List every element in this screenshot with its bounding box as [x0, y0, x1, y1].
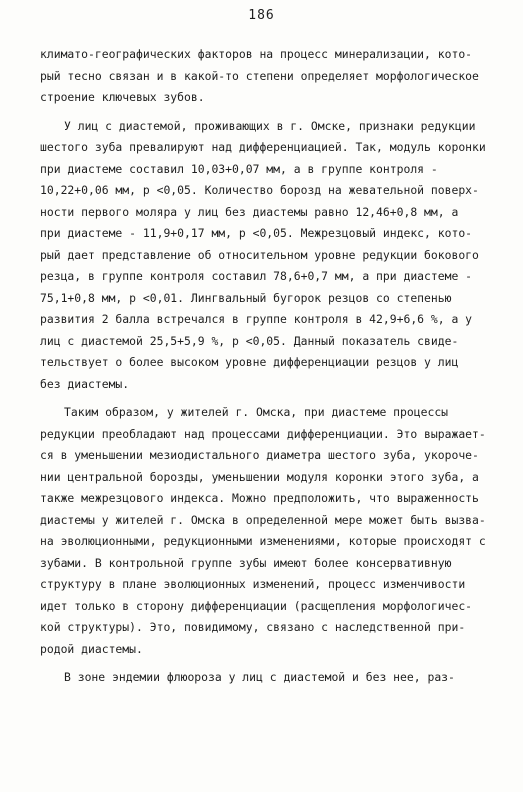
text-line: структуру в плане эволюционных изменений, процесс изменчивости [40, 577, 466, 591]
text-line: шестого зуба превалируют над дифференциацией. Так, модуль коронки [40, 140, 486, 154]
paragraph-gap [40, 395, 510, 402]
text-line: идет только в сторону дифференциации (расщепления морфологичес- [40, 598, 473, 613]
text-line: нии центральной борозды, уменьшении модуля коронки этого зуба, а [40, 469, 479, 484]
text-line: кой структуры). Это, повидимому, связано с наследственной при- [40, 620, 466, 634]
text-line: развития 2 балла встречался в группе контроля в 42,9+6,6 %, а у [40, 312, 473, 326]
text-line: климато-географических факторов на процесс минерализации, кото- [40, 47, 473, 61]
paragraph-2 [40, 116, 510, 396]
paragraph-4 [40, 667, 510, 689]
text-line: Таким образом, у жителей г. Омска, при диастеме процессы [64, 405, 449, 419]
text-line: В зоне эндемии флюороза у лиц с диастемой и без нее, раз- [64, 670, 455, 684]
text-line: У лиц с диастемой, проживающих в г. Омске, признаки редукции [64, 118, 476, 133]
paragraph-3 [40, 402, 510, 660]
text-line: на эволюционными, редукционными изменениями, которые происходят с [40, 534, 486, 548]
text-line: без диастемы. [40, 376, 130, 391]
paragraph-1 [40, 44, 510, 109]
text-line: зубами. В контрольной группе зубы имеют более консервативную [40, 555, 452, 570]
text-line: 75,1+0,8 мм, р <0,01. Лингвальный бугорок резцов со степенью [40, 290, 452, 305]
text-line: строение ключевых зубов. [40, 90, 205, 104]
text-line: при диастеме составил 10,03+0,07 мм, а в группе контроля - [40, 161, 438, 176]
text-line: тельствует о более высоком уровне дифференциации резцов у лиц [40, 355, 459, 369]
paragraph-gap [40, 109, 510, 116]
paragraph-gap [40, 660, 510, 667]
page-number: 186 [248, 8, 275, 23]
text-line: ся в уменьшении мезиодистального диаметра шестого зуба, укороче- [40, 448, 479, 462]
body-text [40, 44, 510, 689]
text-line: 10,22+0,06 мм, р <0,05. Количество борозд на жевательной поверх- [40, 183, 479, 197]
text-line: ности первого моляра у лиц без диастемы равно 12,46+0,8 мм, а [40, 204, 459, 219]
text-line: также межрезцового индекса. Можно предположить, что выраженность [40, 491, 479, 505]
text-line: рый тесно связан и в какой-то степени определяет морфологическое [40, 68, 479, 83]
text-line: редукции преобладают над процессами дифференциации. Это выражает- [40, 426, 486, 441]
text-line: рый дает представление об относительном уровне редукции бокового [40, 247, 479, 262]
text-line: при диастеме - 11,9+0,17 мм, р <0,05. Межрезцовый индекс, кото- [40, 226, 473, 240]
text-line: диастемы у жителей г. Омска в определенной мере может быть вызва- [40, 512, 486, 527]
text-line: лиц с диастемой 25,5+5,9 %, р <0,05. Данный показатель свиде- [40, 333, 459, 348]
text-line: родой диастемы. [40, 641, 143, 656]
text-line: резца, в группе контроля составил 78,6+0,7 мм, а при диастеме - [40, 269, 473, 283]
